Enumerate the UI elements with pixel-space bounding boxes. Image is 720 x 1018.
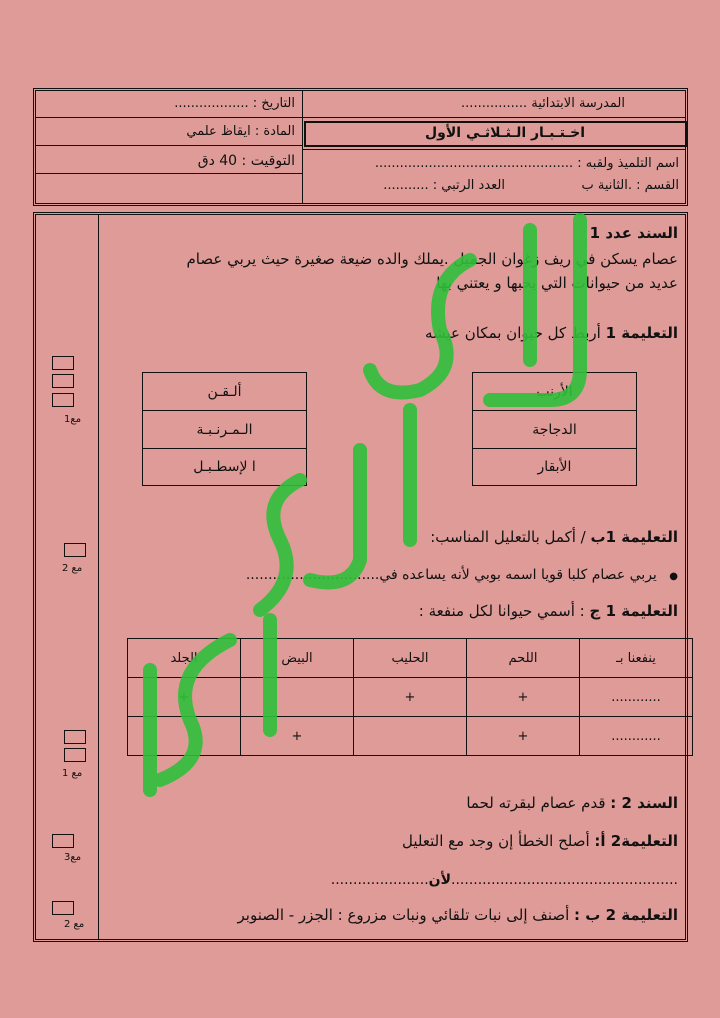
criterion-label: مع 1 <box>62 768 83 779</box>
table-cell: + <box>467 678 580 717</box>
table-header-cell: ينفعنا بـ <box>580 639 693 678</box>
task2b-instruction <box>238 906 678 924</box>
animals-table <box>472 372 637 486</box>
task1-instruction <box>425 324 678 342</box>
table-row <box>128 678 693 717</box>
table-cell: + <box>354 678 467 717</box>
table-cell <box>354 717 467 756</box>
header-rule <box>36 145 302 146</box>
task2a-label: التعليمة2 أ: <box>594 832 678 850</box>
task1b-label: التعليمة 1ب <box>590 528 678 546</box>
bullet-icon: ● <box>669 571 678 582</box>
duration-field: التوقيت : 40 دق <box>197 153 295 169</box>
margin-divider <box>98 215 99 939</box>
class-field: القسم : .الثانية ب <box>581 178 679 193</box>
score-box[interactable] <box>52 374 74 388</box>
date-field: التاريخ : .................. <box>174 96 295 111</box>
score-box[interactable] <box>64 730 86 744</box>
table-cell: + <box>128 678 241 717</box>
doc2 <box>466 794 678 812</box>
score-box[interactable] <box>64 543 86 557</box>
animal-cell[interactable]: الدجاجة <box>473 411 636 449</box>
task1-text: أربط كل حيوان بمكان عيشه <box>425 324 601 342</box>
criterion-label: مع1 <box>64 414 82 425</box>
table-header-cell: الجلد <box>128 639 241 678</box>
table-row <box>128 717 693 756</box>
task1b-sentence[interactable]: يربي عصام كلبا قويا اسمه بوبي لأنه يساعده في.............................. <box>245 567 657 583</box>
task2b-text: أصنف إلى نبات تلقائي ونبات مزروع : الجزر - الصنوبر <box>237 906 575 924</box>
task2a-answer[interactable] <box>331 872 678 888</box>
subject-field: المادة : ايقاظ علمي <box>186 124 295 139</box>
table-header-cell: اللحم <box>467 639 580 678</box>
task2a-instruction <box>402 832 678 850</box>
animal-cell[interactable]: الأرنب <box>473 373 636 411</box>
places-table <box>142 372 307 486</box>
table-row <box>128 639 693 678</box>
task1b-bullet <box>246 567 678 583</box>
doc2-text: قدم عصام لبقرته لحما <box>466 794 611 812</box>
place-cell[interactable]: الـمـرنـبـة <box>143 411 306 449</box>
answer-dots[interactable]: ...................... <box>330 872 429 888</box>
score-box[interactable] <box>52 834 74 848</box>
header-rule <box>36 117 302 118</box>
task1c-label: التعليمة 1 ج <box>589 602 678 620</box>
answer-dots[interactable]: ................................................... <box>451 872 678 888</box>
exam-title: اخـتـبـار الـثـلاثـي الأول <box>425 125 585 141</box>
task1c-instruction <box>419 602 678 620</box>
place-cell[interactable]: ألـقـن <box>143 373 306 411</box>
doc2-label: السند 2 : <box>610 794 678 812</box>
doc1-line1: عصام يسكن في ريف زغوان الجميل .يملك والده ضيعة صغيرة حيث يربي عصام <box>186 250 678 268</box>
student-name-field: اسم التلميذ ولقبه : ................................................ <box>374 156 679 171</box>
task1c-text: : أسمي حيوانا لكل منفعة : <box>418 602 590 620</box>
criterion-label: مع3 <box>64 852 82 863</box>
score-box[interactable] <box>52 356 74 370</box>
task2b-label: التعليمة 2 ب : <box>574 906 678 924</box>
table-header-cell: البيض <box>241 639 354 678</box>
table-cell <box>128 717 241 756</box>
doc1-title: السند عدد 1 <box>589 224 678 242</box>
task1-label: التعليمة 1 <box>605 324 678 342</box>
table-header-cell: الحليب <box>354 639 467 678</box>
header-box <box>33 88 688 206</box>
animal-cell[interactable]: الأبقار <box>537 459 572 475</box>
benefits-table <box>127 638 693 756</box>
criterion-label: مع 2 <box>64 919 85 930</box>
score-box[interactable] <box>52 901 74 915</box>
task2a-text: أصلح الخطأ إن وجد مع التعليل <box>402 832 595 850</box>
score-box[interactable] <box>64 748 86 762</box>
task1b-instruction <box>430 528 678 546</box>
score-box[interactable] <box>52 393 74 407</box>
header-rule <box>302 149 686 150</box>
table-cell: + <box>467 717 580 756</box>
place-cell[interactable]: ا لإسطـبـل <box>193 459 256 475</box>
because-word: لأن <box>428 872 452 888</box>
answer-cell[interactable]: ............ <box>580 678 693 717</box>
table-cell <box>241 678 354 717</box>
table-cell: + <box>241 717 354 756</box>
header-divider <box>302 91 303 203</box>
criterion-label: مع 2 <box>62 563 83 574</box>
header-rule <box>302 117 686 118</box>
school-name: المدرسة الابتدائية ................ <box>461 96 625 111</box>
task1b-text: / أكمل بالتعليل المناسب: <box>430 528 591 546</box>
doc1-line2: عديد من حيوانات التي يحبها و يعتني بها <box>436 274 678 292</box>
header-rule <box>36 173 302 174</box>
answer-cell[interactable]: ............ <box>580 717 693 756</box>
rank-field: العدد الرتبي : ........... <box>383 178 505 193</box>
